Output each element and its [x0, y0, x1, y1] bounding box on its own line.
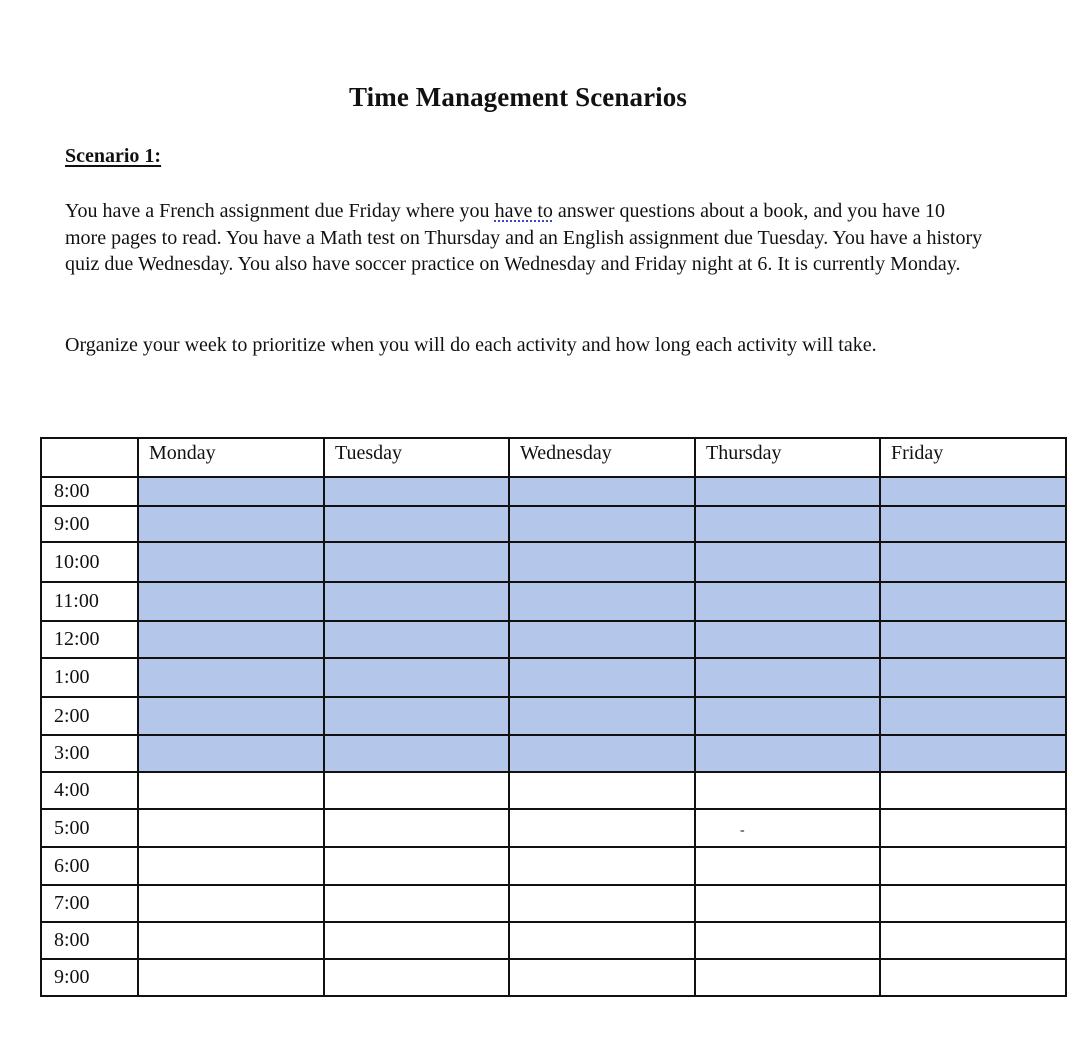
schedule-cell-friday[interactable] [880, 506, 1066, 542]
time-label: 1:00 [41, 658, 138, 697]
day-header-tuesday: Tuesday [324, 438, 509, 477]
schedule-cell-monday[interactable] [138, 582, 324, 621]
schedule-cell-thursday[interactable] [695, 809, 880, 847]
table-row [41, 809, 1066, 847]
table-row [41, 542, 1066, 582]
schedule-cell-tuesday[interactable] [324, 697, 509, 735]
schedule-cell-monday[interactable] [138, 697, 324, 735]
schedule-cell-friday[interactable] [880, 735, 1066, 772]
schedule-cell-thursday[interactable] [695, 772, 880, 809]
schedule-cell-tuesday[interactable] [324, 772, 509, 809]
time-label: 11:00 [41, 582, 138, 621]
header-row [41, 438, 1066, 477]
schedule-cell-thursday[interactable] [695, 542, 880, 582]
description-part-2: answer questions about a book, and you have 10 more pages to read. You have a Math test on Thursday and an English assignment due Tuesday. You have a history quiz due Wednesday. You also have soccer practice on Wednesday and Friday night at 6. It is currently Monday. [65, 200, 983, 276]
schedule-cell-monday[interactable] [138, 809, 324, 847]
schedule-cell-friday[interactable] [880, 847, 1066, 885]
schedule-cell-thursday[interactable] [695, 506, 880, 542]
table-row [41, 477, 1066, 506]
schedule-cell-friday[interactable] [880, 542, 1066, 582]
schedule-cell-thursday[interactable] [695, 621, 880, 658]
schedule-cell-thursday[interactable] [695, 582, 880, 621]
schedule-cell-friday[interactable] [880, 658, 1066, 697]
schedule-cell-wednesday[interactable] [509, 922, 695, 959]
schedule-cell-friday[interactable] [880, 621, 1066, 658]
schedule-cell-tuesday[interactable] [324, 621, 509, 658]
day-header-thursday: Thursday [695, 438, 880, 477]
time-label: 7:00 [41, 885, 138, 922]
schedule-table [40, 437, 1067, 997]
schedule-cell-tuesday[interactable] [324, 477, 509, 506]
day-header-monday: Monday [138, 438, 324, 477]
stray-mark: - [740, 822, 745, 838]
table-row [41, 582, 1066, 621]
grammar-flagged-phrase[interactable]: have to [494, 200, 553, 222]
time-label: 3:00 [41, 735, 138, 772]
schedule-cell-tuesday[interactable] [324, 506, 509, 542]
table-row [41, 847, 1066, 885]
schedule-cell-wednesday[interactable] [509, 772, 695, 809]
schedule-cell-thursday[interactable] [695, 885, 880, 922]
schedule-cell-thursday[interactable] [695, 959, 880, 996]
schedule-cell-monday[interactable] [138, 477, 324, 506]
schedule-cell-wednesday[interactable] [509, 506, 695, 542]
schedule-cell-monday[interactable] [138, 542, 324, 582]
schedule-cell-friday[interactable] [880, 959, 1066, 996]
schedule-cell-tuesday[interactable] [324, 922, 509, 959]
schedule-cell-monday[interactable] [138, 885, 324, 922]
schedule-cell-thursday[interactable] [695, 697, 880, 735]
table-row [41, 658, 1066, 697]
scenario-description [65, 198, 985, 278]
day-header-wednesday: Wednesday [509, 438, 695, 477]
schedule-cell-thursday[interactable] [695, 922, 880, 959]
schedule-cell-friday[interactable] [880, 809, 1066, 847]
schedule-cell-tuesday[interactable] [324, 658, 509, 697]
schedule-cell-monday[interactable] [138, 847, 324, 885]
schedule-cell-tuesday[interactable] [324, 809, 509, 847]
description-part-1: You have a French assignment due Friday where you [65, 200, 495, 222]
schedule-cell-wednesday[interactable] [509, 697, 695, 735]
schedule-cell-monday[interactable] [138, 959, 324, 996]
schedule-cell-friday[interactable] [880, 885, 1066, 922]
schedule-cell-tuesday[interactable] [324, 582, 509, 621]
corner-cell [41, 438, 138, 477]
schedule-cell-thursday[interactable] [695, 658, 880, 697]
schedule-cell-monday[interactable] [138, 506, 324, 542]
schedule-cell-tuesday[interactable] [324, 885, 509, 922]
table-row [41, 772, 1066, 809]
schedule-cell-monday[interactable] [138, 658, 324, 697]
time-label: 10:00 [41, 542, 138, 582]
time-label: 9:00 [41, 959, 138, 996]
time-label: 4:00 [41, 772, 138, 809]
schedule-cell-friday[interactable] [880, 772, 1066, 809]
schedule-cell-friday[interactable] [880, 582, 1066, 621]
scenario-heading: Scenario 1: [65, 145, 162, 167]
schedule-cell-thursday[interactable] [695, 735, 880, 772]
schedule-cell-wednesday[interactable] [509, 621, 695, 658]
page-title: Time Management Scenarios [349, 82, 687, 112]
schedule-cell-monday[interactable] [138, 735, 324, 772]
time-label: 6:00 [41, 847, 138, 885]
table-row [41, 506, 1066, 542]
time-label: 8:00 [41, 477, 138, 506]
time-label: 2:00 [41, 697, 138, 735]
schedule-cell-friday[interactable] [880, 477, 1066, 506]
schedule-cell-wednesday[interactable] [509, 885, 695, 922]
schedule-cell-monday[interactable] [138, 772, 324, 809]
schedule-cell-wednesday[interactable] [509, 847, 695, 885]
schedule-cell-tuesday[interactable] [324, 542, 509, 582]
schedule-cell-thursday[interactable] [695, 477, 880, 506]
table-row [41, 735, 1066, 772]
schedule-cell-monday[interactable] [138, 922, 324, 959]
schedule-cell-friday[interactable] [880, 922, 1066, 959]
table-row [41, 697, 1066, 735]
schedule-cell-tuesday[interactable] [324, 847, 509, 885]
table-row [41, 885, 1066, 922]
schedule-cell-wednesday[interactable] [509, 809, 695, 847]
table-row [41, 922, 1066, 959]
schedule-cell-wednesday[interactable] [509, 582, 695, 621]
time-label: 9:00 [41, 506, 138, 542]
time-label: 8:00 [41, 922, 138, 959]
schedule-cell-wednesday[interactable] [509, 477, 695, 506]
schedule-cell-monday[interactable] [138, 621, 324, 658]
time-label: 5:00 [41, 809, 138, 847]
schedule-cell-friday[interactable] [880, 697, 1066, 735]
schedule-cell-tuesday[interactable] [324, 735, 509, 772]
schedule-cell-wednesday[interactable] [509, 959, 695, 996]
table-row [41, 959, 1066, 996]
table-row [41, 621, 1066, 658]
schedule-cell-wednesday[interactable] [509, 735, 695, 772]
schedule-cell-thursday[interactable] [695, 847, 880, 885]
schedule-cell-tuesday[interactable] [324, 959, 509, 996]
schedule-cell-wednesday[interactable] [509, 542, 695, 582]
instructions: Organize your week to prioritize when you will do each activity and how long each activity will take. [65, 334, 877, 356]
time-label: 12:00 [41, 621, 138, 658]
schedule-body [41, 477, 1066, 996]
day-header-friday: Friday [880, 438, 1066, 477]
schedule-cell-wednesday[interactable] [509, 658, 695, 697]
